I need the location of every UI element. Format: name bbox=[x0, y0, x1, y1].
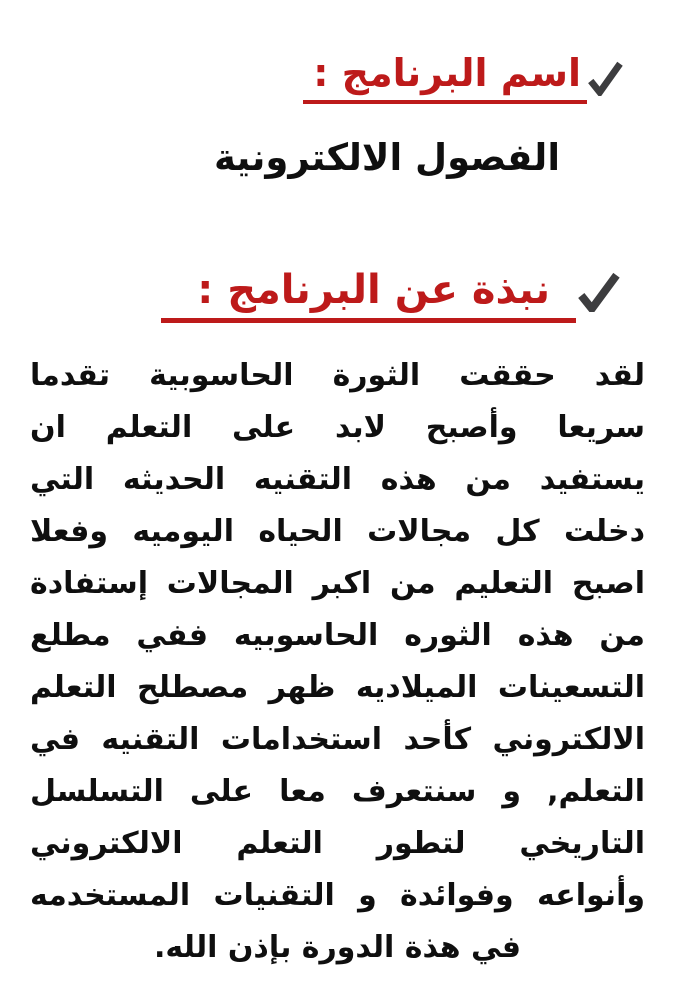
body-line: التاريخي لتطور التعلم الالكتروني bbox=[30, 826, 645, 861]
body-line: دخلت كل مجالات الحياه اليوميه وفعلا bbox=[30, 514, 645, 549]
body-line: لقد حققت الثورة الحاسوبية تقدما bbox=[30, 358, 645, 393]
check-mark-icon bbox=[576, 272, 620, 312]
body-line: في هذة الدورة بإذن الله. bbox=[153, 930, 522, 965]
body-line: يستفيد من هذه التقنيه الحديثه التي bbox=[30, 462, 645, 497]
body-line: الالكتروني كأحد استخدامات التقنيه في bbox=[30, 722, 645, 757]
about-heading-row bbox=[161, 266, 620, 323]
about-paragraph bbox=[30, 350, 645, 974]
body-line: سريعا وأصبح لابد على التعلم ان bbox=[30, 410, 645, 445]
body-line: وأنواعه وفوائدة و التقنيات المستخدمه bbox=[30, 878, 645, 913]
body-line: من هذه الثوره الحاسوبيه ففي مطلع bbox=[30, 618, 645, 653]
program-name-heading: اسم البرنامج : bbox=[303, 50, 587, 104]
body-line: التسعينات الميلاديه ظهر مصطلح التعلم bbox=[30, 670, 645, 705]
program-name-heading-row bbox=[303, 50, 623, 104]
about-heading: نبذة عن البرنامج : bbox=[161, 266, 576, 323]
program-name-value: الفصول الالكترونية bbox=[213, 136, 560, 179]
body-line: اصبح التعليم من اكبر المجالات إستفادة bbox=[30, 566, 645, 601]
body-line: التعلم, و سنتعرف معا على التسلسل bbox=[30, 774, 645, 809]
check-mark-icon bbox=[587, 60, 623, 96]
